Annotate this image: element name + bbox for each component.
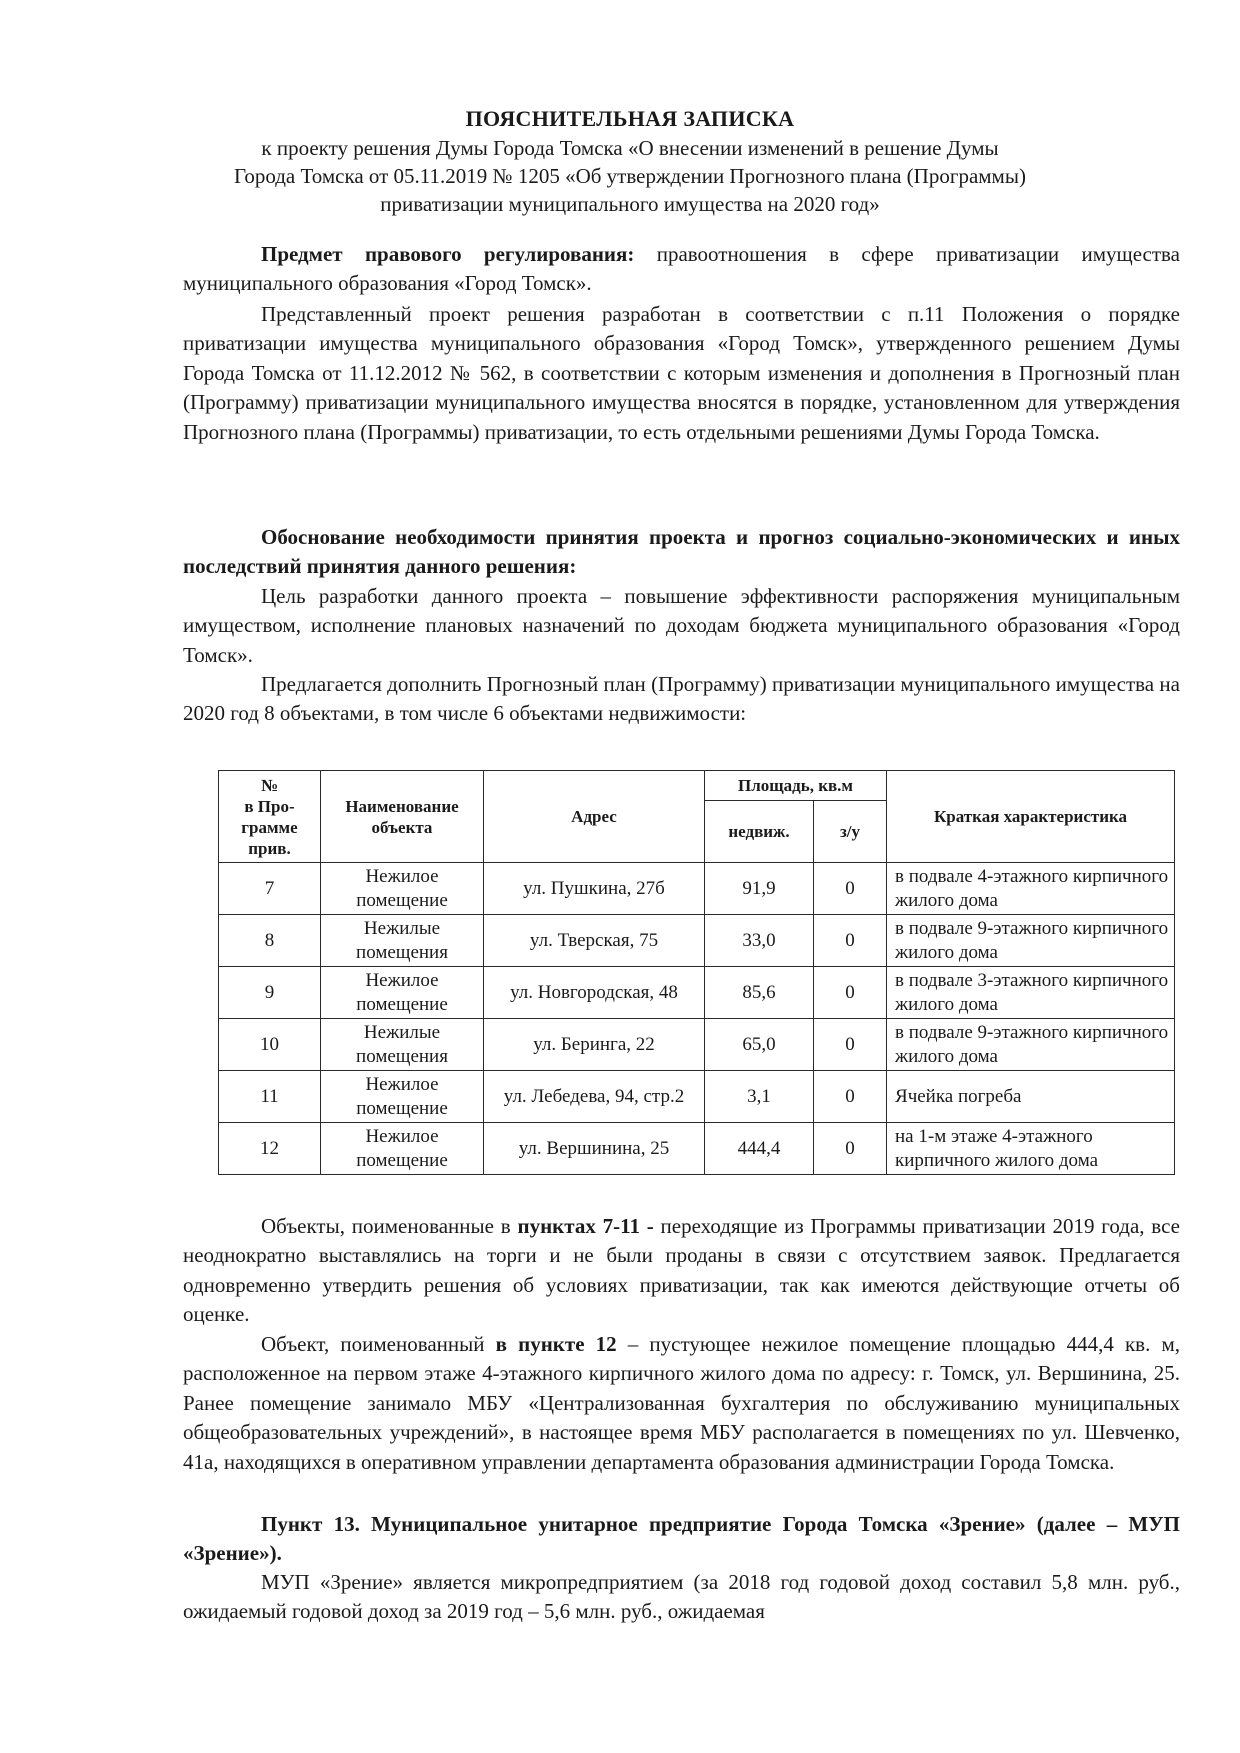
header-num-line: прив. bbox=[248, 838, 291, 858]
cell-area-building: 3,1 bbox=[705, 1071, 814, 1123]
header-num-line: № bbox=[260, 775, 279, 795]
header-num bbox=[219, 771, 321, 863]
table-row bbox=[219, 1071, 1175, 1123]
cell-num: 9 bbox=[219, 967, 321, 1019]
cell-num: 12 bbox=[219, 1123, 321, 1175]
table-row bbox=[219, 967, 1175, 1019]
header-address: Адрес bbox=[484, 771, 705, 863]
cell-area-land: 0 bbox=[814, 863, 887, 915]
cell-address: ул. Вершинина, 25 bbox=[484, 1123, 705, 1175]
justification-heading: Обоснование необходимости принятия проекта и прогноз социально-экономических и иных последствий принятия данного решения: bbox=[183, 525, 1180, 579]
subject-text: правоотношения в сфере приватизации имущества муниципального образования «Город Томск». bbox=[183, 242, 1180, 296]
cell-name: Нежилое помещение bbox=[321, 863, 484, 915]
cell-description: на 1-м этаже 4-этажного кирпичного жилого дома bbox=[887, 1123, 1175, 1175]
document-subtitle-line: Города Томска от 05.11.2019 № 1205 «Об утверждении Прогнозного плана (Программы) bbox=[234, 164, 1026, 188]
header-num-line: грамме bbox=[241, 817, 298, 837]
cell-address: ул. Пушкина, 27б bbox=[484, 863, 705, 915]
table-row bbox=[219, 863, 1175, 915]
header-area-building: недвиж. bbox=[705, 801, 814, 863]
cell-description: Ячейка погреба bbox=[887, 1071, 1175, 1123]
cell-num: 10 bbox=[219, 1019, 321, 1071]
cell-name: Нежилые помещения bbox=[321, 915, 484, 967]
header-area-group: Площадь, кв.м bbox=[705, 771, 887, 801]
cell-area-building: 91,9 bbox=[705, 863, 814, 915]
cell-address: ул. Лебедева, 94, стр.2 bbox=[484, 1071, 705, 1123]
header-description: Краткая характеристика bbox=[887, 771, 1175, 863]
goal-paragraph: Цель разработки данного проекта – повышение эффективности распоряжения муниципальным имуществом, исполнение плановых назначений по доходам бюджета муниципального образования «Город Томск». bbox=[183, 584, 1180, 667]
items-7-11-paragraph bbox=[183, 1212, 1180, 1330]
cell-area-building: 444,4 bbox=[705, 1123, 814, 1175]
cell-num: 8 bbox=[219, 915, 321, 967]
cell-num: 11 bbox=[219, 1071, 321, 1123]
document-title: ПОЯСНИТЕЛЬНАЯ ЗАПИСКА bbox=[465, 106, 795, 131]
cell-description: в подвале 9-этажного кирпичного жилого дома bbox=[887, 1019, 1175, 1071]
cell-description: в подвале 3-этажного кирпичного жилого дома bbox=[887, 967, 1175, 1019]
cell-description: в подвале 4-этажного кирпичного жилого дома bbox=[887, 863, 1175, 915]
item-13-heading: Пункт 13. Муниципальное унитарное предприятие Города Томска «Зрение» (далее – МУП «Зрение»). bbox=[183, 1512, 1180, 1566]
cell-address: ул. Тверская, 75 bbox=[484, 915, 705, 967]
cell-address: ул. Новгородская, 48 bbox=[484, 967, 705, 1019]
cell-area-land: 0 bbox=[814, 1019, 887, 1071]
text-run: Объекты, поименованные в bbox=[261, 1214, 518, 1238]
title-block bbox=[180, 104, 1080, 218]
text-run: Объект, поименованный bbox=[261, 1332, 496, 1356]
document-subtitle-line: к проекту решения Думы Города Томска «О внесении изменений в решение Думы bbox=[261, 136, 999, 160]
table-row bbox=[219, 1019, 1175, 1071]
cell-area-land: 0 bbox=[814, 1123, 887, 1175]
cell-name: Нежилые помещения bbox=[321, 1019, 484, 1071]
objects-table bbox=[218, 770, 1175, 1175]
proposal-paragraph: Предлагается дополнить Прогнозный план (Программу) приватизации муниципального имущества на 2020 год 8 объектами, в том числе 6 объектами недвижимости: bbox=[183, 672, 1180, 726]
cell-description: в подвале 9-этажного кирпичного жилого дома bbox=[887, 915, 1175, 967]
bold-run: пунктах 7-11 - bbox=[517, 1214, 654, 1238]
table-row bbox=[219, 1123, 1175, 1175]
bold-run: в пункте 12 bbox=[495, 1332, 617, 1356]
subject-paragraph bbox=[183, 240, 1180, 299]
cell-name: Нежилое помещение bbox=[321, 1071, 484, 1123]
subject-label: Предмет правового регулирования: bbox=[261, 242, 635, 266]
item-12-paragraph bbox=[183, 1330, 1180, 1477]
text-run: переходящие из Программы приватизации 2019 года, все неоднократно выставлялись на торги и не были проданы в связи с отсутствием заявок. Предлагается одновременно утвердить решения об условиях приватизации, так как имеются действующие отчеты об оценке. bbox=[183, 1214, 1180, 1327]
text-run: – пустующее нежилое помещение площадью 444,4 кв. м, расположенное на первом этаже 4-этажного кирпичного жилого дома по адресу: г. Томск, ул. Вершинина, 25. Ранее помещение занимало МБУ «Централизованная бухгалтерия по обслуживанию муниципальных общеобразовательных учреждений», в настоящее время МБУ располагается в помещениях по ул. Шевченко, 41а, находящихся в оперативном управлении департамента образования администрации Города Томска. bbox=[183, 1332, 1180, 1474]
cell-area-building: 33,0 bbox=[705, 915, 814, 967]
basis-paragraph: Представленный проект решения разработан в соответствии с п.11 Положения о порядке приватизации имущества муниципального образования «Город Томск», утвержденного решением Думы Города Томска от 11.12.2012 № 562, в соответствии с которым изменения и дополнения в Прогнозный план (Программу) приватизации муниципального имущества вносятся в порядке, установленном для утверждения Прогнозного плана (Программы) приватизации, то есть отдельными решениями Думы Города Томска. bbox=[183, 302, 1180, 444]
header-num-line: в Про- bbox=[244, 796, 295, 816]
cell-area-land: 0 bbox=[814, 915, 887, 967]
header-name: Наименование объекта bbox=[321, 771, 484, 863]
cell-num: 7 bbox=[219, 863, 321, 915]
header-area-land: з/у bbox=[814, 801, 887, 863]
table-row bbox=[219, 915, 1175, 967]
document-subtitle-line: приватизации муниципального имущества на 2020 год» bbox=[380, 192, 880, 216]
cell-area-building: 65,0 bbox=[705, 1019, 814, 1071]
cell-area-building: 85,6 bbox=[705, 967, 814, 1019]
item-13-paragraph: МУП «Зрение» является микропредприятием (за 2018 год годовой доход составил 5,8 млн. руб., ожидаемый годовой доход за 2019 год – 5,6 млн. руб., ожидаемая bbox=[183, 1570, 1180, 1624]
cell-address: ул. Беринга, 22 bbox=[484, 1019, 705, 1071]
cell-area-land: 0 bbox=[814, 967, 887, 1019]
cell-name: Нежилое помещение bbox=[321, 1123, 484, 1175]
cell-area-land: 0 bbox=[814, 1071, 887, 1123]
cell-name: Нежилое помещение bbox=[321, 967, 484, 1019]
